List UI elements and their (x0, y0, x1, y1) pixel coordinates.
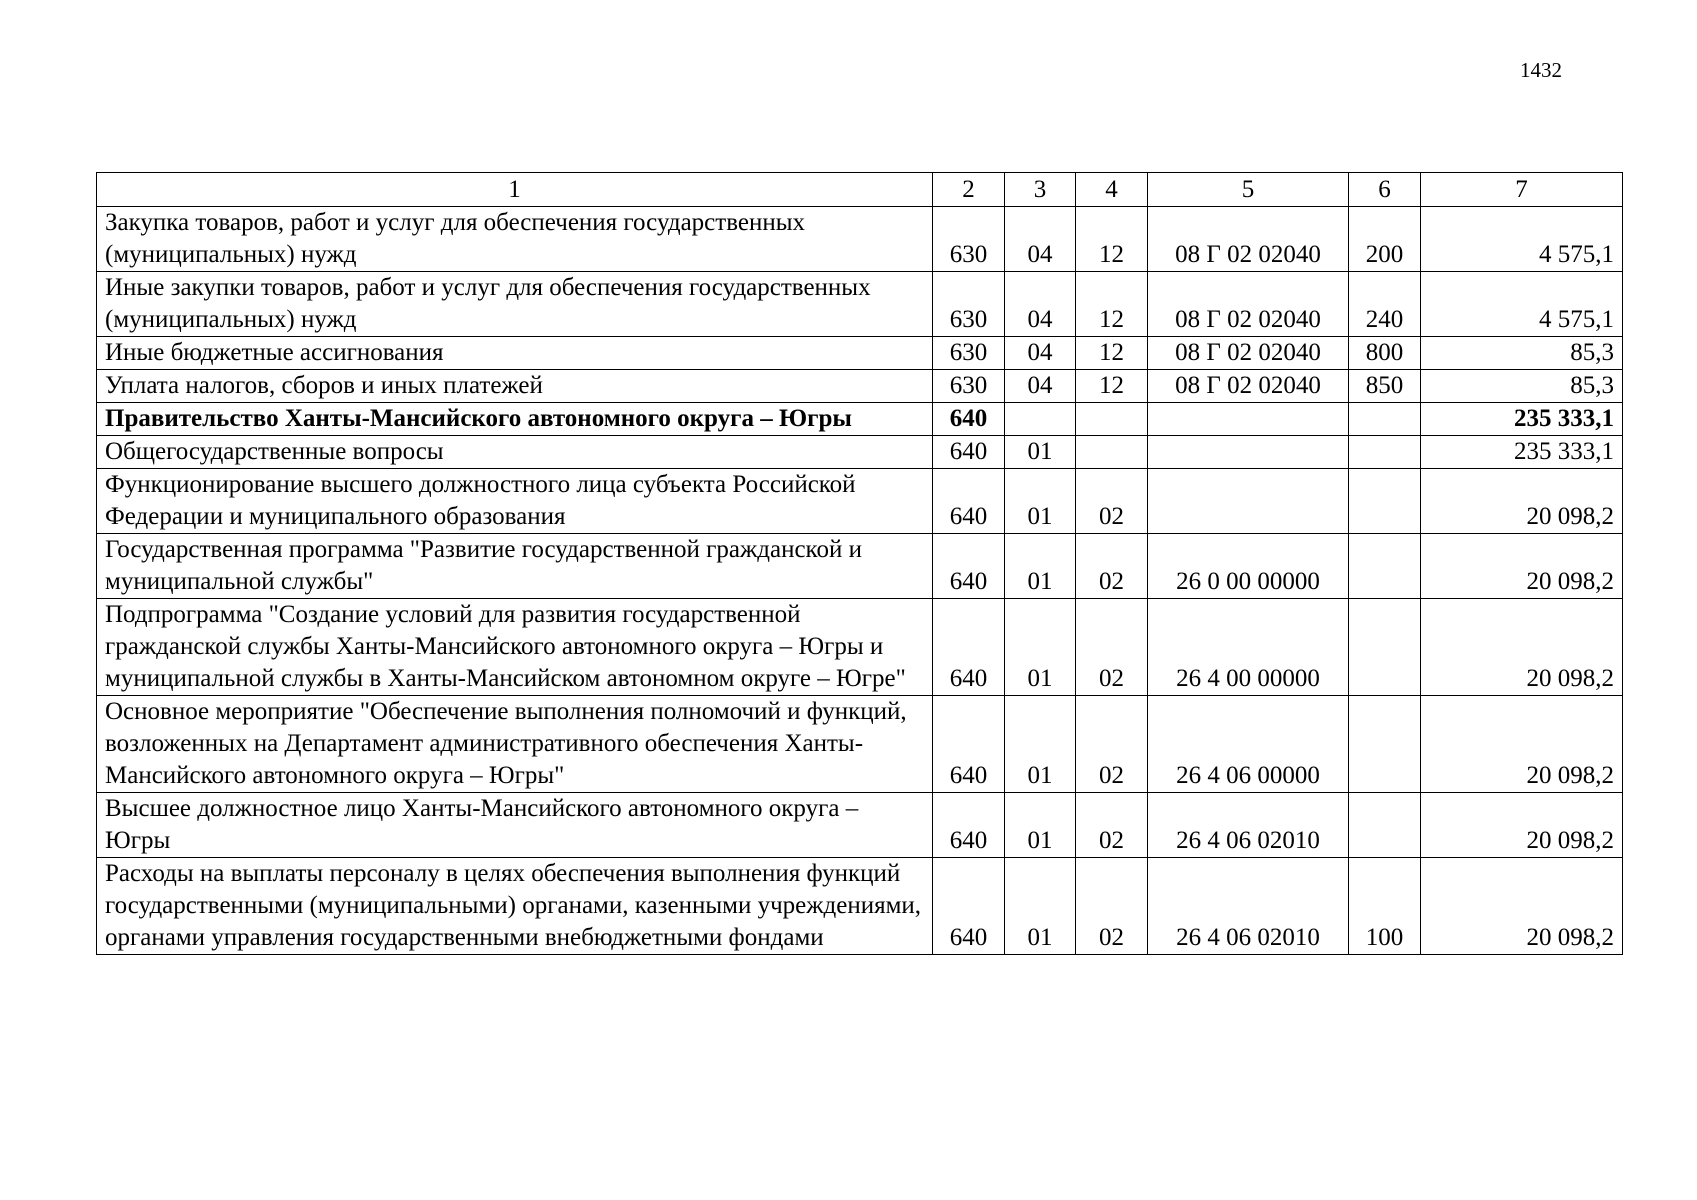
cell-expense-type (1349, 469, 1421, 534)
cell-target-article: 26 0 00 00000 (1148, 534, 1349, 599)
table-row (97, 599, 1623, 696)
row-name: Функционирование высшего должностного лица субъекта Российской Федерации и муниципального образования (97, 469, 933, 534)
header-cell-2: 2 (933, 173, 1005, 207)
cell-target-article: 26 4 06 02010 (1148, 793, 1349, 858)
cell-section: 01 (1005, 696, 1076, 793)
cell-section: 01 (1005, 858, 1076, 955)
cell-admin-code: 640 (933, 793, 1005, 858)
cell-expense-type: 200 (1349, 207, 1421, 272)
cell-section: 04 (1005, 370, 1076, 403)
table-row (97, 534, 1623, 599)
cell-section (1005, 403, 1076, 436)
cell-amount: 4 575,1 (1421, 272, 1623, 337)
table-row (97, 272, 1623, 337)
table-row (97, 337, 1623, 370)
cell-subsection: 02 (1076, 793, 1148, 858)
cell-expense-type: 240 (1349, 272, 1421, 337)
cell-admin-code: 640 (933, 436, 1005, 469)
cell-admin-code: 630 (933, 207, 1005, 272)
cell-amount: 20 098,2 (1421, 599, 1623, 696)
cell-subsection: 02 (1076, 534, 1148, 599)
page-number: 1432 (1520, 58, 1562, 82)
cell-subsection: 12 (1076, 337, 1148, 370)
cell-amount: 20 098,2 (1421, 534, 1623, 599)
header-cell-5: 5 (1148, 173, 1349, 207)
cell-section: 01 (1005, 436, 1076, 469)
cell-section: 01 (1005, 469, 1076, 534)
table-row-department (97, 403, 1623, 436)
cell-subsection: 12 (1076, 370, 1148, 403)
cell-expense-type: 100 (1349, 858, 1421, 955)
row-name: Иные бюджетные ассигнования (97, 337, 933, 370)
cell-section: 01 (1005, 534, 1076, 599)
cell-amount: 235 333,1 (1421, 403, 1623, 436)
row-name: Высшее должностное лицо Ханты-Мансийского автономного округа – Югры (97, 793, 933, 858)
cell-subsection (1076, 403, 1148, 436)
row-name: Основное мероприятие "Обеспечение выполнения полномочий и функций, возложенных на Департамент административного обеспечения Ханты-Мансийского автономного округа – Югры" (97, 696, 933, 793)
cell-target-article (1148, 469, 1349, 534)
cell-expense-type (1349, 403, 1421, 436)
cell-expense-type: 800 (1349, 337, 1421, 370)
row-name: Государственная программа "Развитие государственной гражданской и муниципальной службы" (97, 534, 933, 599)
cell-target-article: 08 Г 02 02040 (1148, 272, 1349, 337)
header-cell-7: 7 (1421, 173, 1623, 207)
cell-subsection: 02 (1076, 858, 1148, 955)
cell-admin-code: 630 (933, 370, 1005, 403)
cell-target-article: 26 4 06 02010 (1148, 858, 1349, 955)
row-name: Правительство Ханты-Мансийского автономного округа – Югры (97, 403, 933, 436)
cell-admin-code: 640 (933, 469, 1005, 534)
table-row (97, 696, 1623, 793)
cell-subsection: 02 (1076, 469, 1148, 534)
cell-amount: 4 575,1 (1421, 207, 1623, 272)
row-name: Общегосударственные вопросы (97, 436, 933, 469)
cell-target-article: 26 4 00 00000 (1148, 599, 1349, 696)
cell-subsection: 12 (1076, 272, 1148, 337)
cell-expense-type (1349, 534, 1421, 599)
cell-target-article: 26 4 06 00000 (1148, 696, 1349, 793)
cell-admin-code: 630 (933, 272, 1005, 337)
cell-expense-type: 850 (1349, 370, 1421, 403)
table-row (97, 469, 1623, 534)
cell-section: 04 (1005, 272, 1076, 337)
row-name: Расходы на выплаты персоналу в целях обеспечения выполнения функций государственными (муниципальными) органами, казенными учреждениями, органами управления государственными внебюджетными фондами (97, 858, 933, 955)
cell-amount: 85,3 (1421, 337, 1623, 370)
row-name: Подпрограмма "Создание условий для развития государственной гражданской службы Ханты-Мансийского автономного округа – Югры и муниципальной службы в Ханты-Мансийском автономном округе – Югре" (97, 599, 933, 696)
header-cell-1: 1 (97, 173, 933, 207)
row-name: Закупка товаров, работ и услуг для обеспечения государственных (муниципальных) нужд (97, 207, 933, 272)
cell-section: 01 (1005, 793, 1076, 858)
cell-admin-code: 640 (933, 599, 1005, 696)
cell-target-article (1148, 436, 1349, 469)
cell-section: 04 (1005, 337, 1076, 370)
cell-amount: 20 098,2 (1421, 469, 1623, 534)
cell-amount: 20 098,2 (1421, 793, 1623, 858)
budget-table (96, 172, 1623, 955)
cell-subsection: 02 (1076, 599, 1148, 696)
cell-admin-code: 640 (933, 858, 1005, 955)
table-row (97, 858, 1623, 955)
header-cell-3: 3 (1005, 173, 1076, 207)
cell-admin-code: 640 (933, 696, 1005, 793)
cell-expense-type (1349, 436, 1421, 469)
table-row (97, 436, 1623, 469)
cell-admin-code: 640 (933, 534, 1005, 599)
cell-amount: 235 333,1 (1421, 436, 1623, 469)
cell-expense-type (1349, 793, 1421, 858)
table-header-row (97, 173, 1623, 207)
cell-subsection (1076, 436, 1148, 469)
cell-expense-type (1349, 599, 1421, 696)
cell-admin-code: 640 (933, 403, 1005, 436)
header-cell-4: 4 (1076, 173, 1148, 207)
table-row (97, 793, 1623, 858)
cell-target-article: 08 Г 02 02040 (1148, 207, 1349, 272)
row-name: Иные закупки товаров, работ и услуг для обеспечения государственных (муниципальных) нужд (97, 272, 933, 337)
row-name: Уплата налогов, сборов и иных платежей (97, 370, 933, 403)
cell-subsection: 12 (1076, 207, 1148, 272)
cell-expense-type (1349, 696, 1421, 793)
cell-subsection: 02 (1076, 696, 1148, 793)
cell-target-article: 08 Г 02 02040 (1148, 337, 1349, 370)
cell-target-article: 08 Г 02 02040 (1148, 370, 1349, 403)
cell-amount: 20 098,2 (1421, 696, 1623, 793)
table-row (97, 207, 1623, 272)
cell-target-article (1148, 403, 1349, 436)
cell-section: 01 (1005, 599, 1076, 696)
cell-section: 04 (1005, 207, 1076, 272)
cell-amount: 85,3 (1421, 370, 1623, 403)
header-cell-6: 6 (1349, 173, 1421, 207)
table-row (97, 370, 1623, 403)
cell-amount: 20 098,2 (1421, 858, 1623, 955)
cell-admin-code: 630 (933, 337, 1005, 370)
